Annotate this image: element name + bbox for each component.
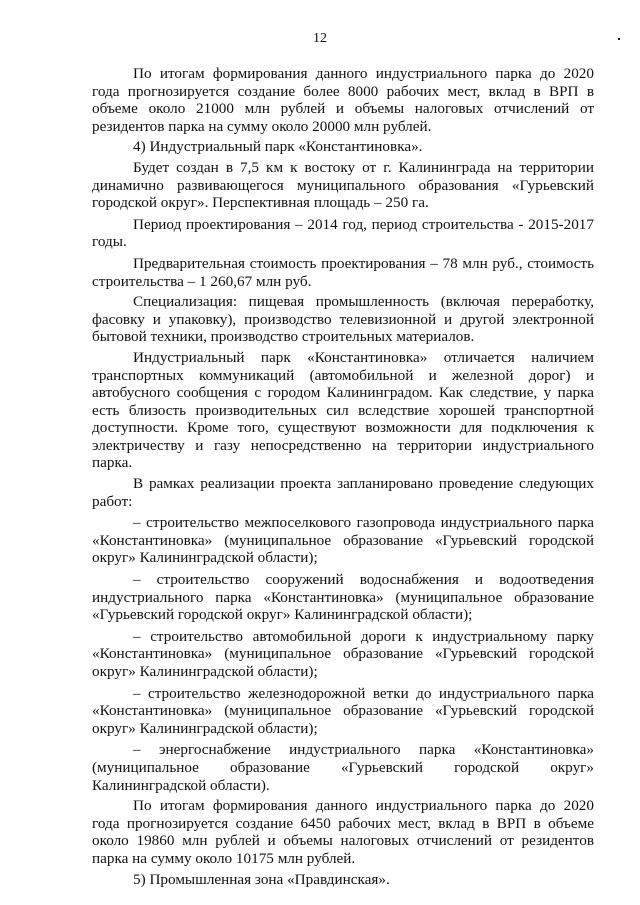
paragraph-location: Будет создан в 7,5 км к востоку от г. Калининграда на территории динамично развивающегося муниципального образования «Гурьевский городской округ». Перспективная площадь – 250 га. [92, 158, 594, 212]
paragraph-forecast-1: По итогам формирования данного индустриального парка до 2020 года прогнозируется создание более 8000 рабочих мест, вклад в ВРП в объеме около 21000 млн рублей и объемы налоговых отчислений от резидентов парка на сумму около 20000 млн рублей. [92, 65, 594, 135]
paragraph-specialization: Специализация: пищевая промышленность (включая переработку, фасовку и упаковку), производство телевизионной и другой электронной бытовой техники, производство строительных материалов. [92, 293, 594, 346]
document-body [92, 65, 594, 888]
heading-park-konstantinovka: 4) Индустриальный парк «Константиновка». [133, 138, 423, 156]
list-item-gas-pipeline: – строительство межпоселкового газопровода индустриального парка «Константиновка» (муниципальное образование «Гурьевский городской округ» Калининградской области); [92, 514, 594, 567]
list-item-railway: – строительство железнодорожной ветки до индустриального парка «Константиновка» (муниципальное образование «Гурьевский городской округ» Калининградской области); [92, 684, 594, 737]
heading-zone-pravdinskaya: 5) Промышленная зона «Правдинская». [133, 870, 390, 888]
list-item-power-supply: – энергоснабжение индустриального парка «Константиновка» (муниципальное образование «Гурьевский городской округ» Калининградской области). [92, 741, 594, 794]
paragraph-cost: Предварительная стоимость проектирования – 78 млн руб., стоимость строительства – 1 260,67 млн руб. [92, 254, 594, 290]
page-number: 12 [313, 31, 327, 46]
paragraph-period: Период проектирования – 2014 год, период строительства - 2015-2017 годы. [92, 215, 594, 251]
scan-speck [618, 38, 620, 40]
list-item-water-supply: – строительство сооружений водоснабжения и водоотведения индустриального парка «Константиновка» (муниципальное образование «Гурьевский городской округ» Калининградской области); [92, 571, 594, 624]
paragraph-works-intro: В рамках реализации проекта запланировано проведение следующих работ: [92, 475, 594, 510]
list-item-road: – строительство автомобильной дороги к индустриальному парку «Константиновка» (муниципальное образование «Гурьевский городской округ» Калининградской области); [92, 627, 594, 680]
paragraph-advantages: Индустриальный парк «Константиновка» отличается наличием транспортных коммуникаций (автомобильной и железной дорог) и автобусного сообщения с городом Калининградом. Как следствие, у парка есть близость производительных сил вследствие хорошей транспортной доступности. Кроме того, существуют возможности для подключения к электричеству и газу непосредственно на территории индустриального парка. [92, 348, 594, 472]
paragraph-forecast-2: По итогам формирования данного индустриального парка до 2020 года прогнозируется создание 6450 рабочих мест, вклад в ВРП в объеме около 19860 млн рублей и объемы налоговых отчислений от резидентов парка на сумму около 10175 млн рублей. [92, 797, 594, 867]
